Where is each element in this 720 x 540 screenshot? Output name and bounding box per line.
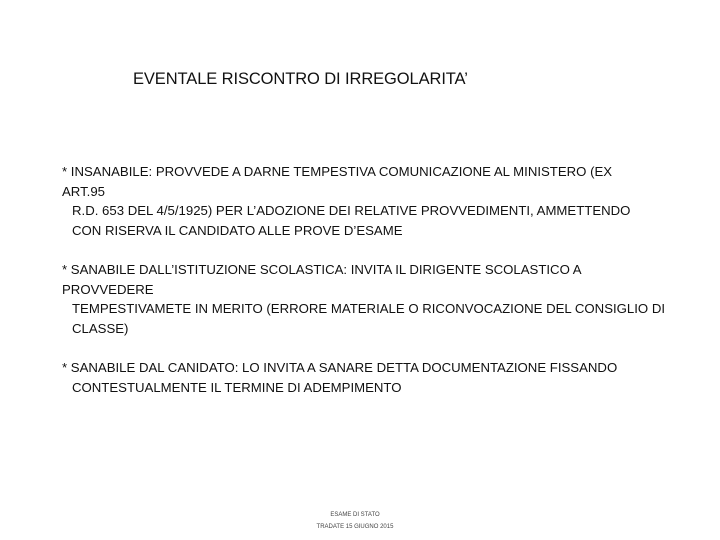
paragraph-line: PROVVEDERE: [62, 281, 154, 297]
paragraph-insanabile: [62, 162, 702, 240]
paragraph-sanabile-istituzione: [62, 260, 702, 338]
slide-footer: [0, 509, 710, 533]
paragraph-line: CLASSE): [72, 320, 129, 336]
slide-title: EVENTALE RISCONTRO DI IRREGOLARITA’: [133, 70, 468, 88]
paragraph-line: CON RISERVA IL CANDIDATO ALLE PROVE D’ESAME: [72, 222, 403, 238]
footer-line: TRADATE 15 GIUGNO 2015: [316, 524, 394, 530]
paragraph-sanabile-candidato: [62, 358, 702, 397]
paragraph-line: ART.95: [62, 183, 106, 199]
slide-body: [62, 162, 702, 417]
paragraph-line: CONTESTUALMENTE IL TERMINE DI ADEMPIMENTO: [72, 379, 402, 395]
paragraph-line: R.D. 653 DEL 4/5/1925) PER L’ADOZIONE DEI RELATIVE PROVVEDIMENTI, AMMETTENDO: [72, 203, 631, 218]
footer-line: ESAME DI STATO: [330, 512, 380, 518]
paragraph-line: * SANABILE DAL CANIDATO: LO INVITA A SANARE DETTA DOCUMENTAZIONE FISSANDO: [62, 360, 618, 375]
paragraph-line: * SANABILE DALL’ISTITUZIONE SCOLASTICA: INVITA IL DIRIGENTE SCOLASTICO A: [62, 262, 582, 277]
paragraph-line: * INSANABILE: PROVVEDE A DARNE TEMPESTIVA COMUNICAZIONE AL MINISTERO (EX: [62, 164, 613, 179]
paragraph-line: TEMPESTIVAMETE IN MERITO (ERRORE MATERIALE O RICONVOCAZIONE DEL CONSIGLIO DI: [72, 301, 666, 316]
